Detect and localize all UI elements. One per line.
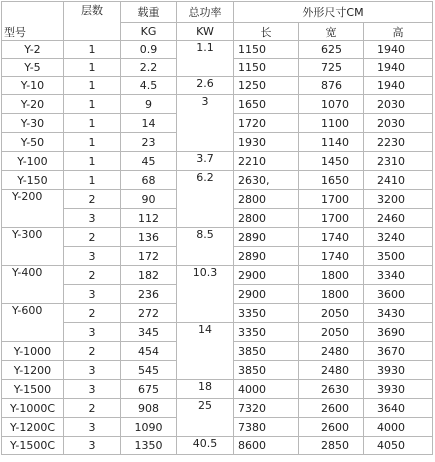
cell-width: 725 xyxy=(299,59,364,77)
cell-model xyxy=(2,41,64,59)
cell-width: 2630 xyxy=(299,380,364,399)
model-text: Y-1200 xyxy=(13,363,52,377)
cell-load: 172 xyxy=(121,247,177,266)
cell-power: 25 xyxy=(177,399,234,437)
cell-power: 1.1 xyxy=(177,41,234,77)
cell-length: 1250 xyxy=(234,77,299,95)
cell-power: 8.5 xyxy=(177,228,234,266)
cell-width: 2480 xyxy=(299,342,364,361)
model-text: Y-50 xyxy=(20,135,45,149)
cell-power: 3.7 xyxy=(177,152,234,171)
cell-layers: 2 xyxy=(64,342,121,361)
header-power: 总功率 xyxy=(177,2,234,23)
cell-width: 1650 xyxy=(299,171,364,190)
table-row xyxy=(2,77,433,95)
header-dimensions: 外形尺寸CM xyxy=(234,2,433,23)
cell-layers: 3 xyxy=(64,323,121,342)
cell-load: 112 xyxy=(121,209,177,228)
table-row xyxy=(2,380,433,399)
cell-load: 90 xyxy=(121,190,177,209)
cell-height: 3500 xyxy=(364,247,433,266)
cell-length: 3850 xyxy=(234,361,299,380)
table-row xyxy=(2,399,433,418)
cell-model xyxy=(2,342,64,361)
cell-layers: 2 xyxy=(64,399,121,418)
cell-height: 3930 xyxy=(364,380,433,399)
cell-length: 2800 xyxy=(234,209,299,228)
model-text: Y-150 xyxy=(17,173,48,187)
model-text: Y-600 xyxy=(12,304,43,317)
cell-load: 454 xyxy=(121,342,177,361)
cell-height: 1940 xyxy=(364,77,433,95)
cell-height: 3200 xyxy=(364,190,433,209)
model-text: Y-30 xyxy=(20,116,45,130)
cell-load: 236 xyxy=(121,285,177,304)
header-layers: 层数 xyxy=(64,2,121,41)
cell-layers: 1 xyxy=(64,59,121,77)
model-text: Y-400 xyxy=(12,266,43,279)
cell-layers: 1 xyxy=(64,114,121,133)
cell-load: 9 xyxy=(121,95,177,114)
cell-height: 2230 xyxy=(364,133,433,152)
cell-power: 2.6 xyxy=(177,77,234,95)
cell-load: 1090 xyxy=(121,418,177,437)
cell-length: 2890 xyxy=(234,247,299,266)
model-text: Y-1000C xyxy=(9,401,56,415)
cell-width: 1070 xyxy=(299,95,364,114)
cell-length: 7380 xyxy=(234,418,299,437)
cell-layers: 3 xyxy=(64,418,121,437)
cell-height: 3690 xyxy=(364,323,433,342)
cell-layers: 3 xyxy=(64,361,121,380)
cell-load: 68 xyxy=(121,171,177,190)
cell-length: 1650 xyxy=(234,95,299,114)
cell-width: 1740 xyxy=(299,247,364,266)
cell-model xyxy=(2,437,64,455)
cell-model xyxy=(2,59,64,77)
cell-model xyxy=(2,190,64,228)
cell-model xyxy=(2,77,64,95)
cell-length: 1930 xyxy=(234,133,299,152)
cell-width: 2850 xyxy=(299,437,364,455)
cell-load: 908 xyxy=(121,399,177,418)
cell-layers: 3 xyxy=(64,380,121,399)
table-body xyxy=(2,2,433,455)
cell-height: 2030 xyxy=(364,95,433,114)
cell-width: 2050 xyxy=(299,304,364,323)
cell-width: 1740 xyxy=(299,228,364,247)
header-load: 载重 xyxy=(121,2,177,23)
cell-power: 6.2 xyxy=(177,171,234,228)
cell-width: 1450 xyxy=(299,152,364,171)
cell-power: 14 xyxy=(177,323,234,380)
cell-load: 45 xyxy=(121,152,177,171)
cell-model xyxy=(2,304,64,342)
cell-layers: 3 xyxy=(64,285,121,304)
cell-width: 1700 xyxy=(299,190,364,209)
model-text: Y-10 xyxy=(20,79,45,92)
model-text: Y-1500 xyxy=(13,382,52,396)
cell-width: 2600 xyxy=(299,418,364,437)
table-row xyxy=(2,152,433,171)
model-text: Y-5 xyxy=(24,61,41,74)
cell-load: 272 xyxy=(121,304,177,323)
cell-layers: 3 xyxy=(64,437,121,455)
cell-width: 2600 xyxy=(299,399,364,418)
table-row xyxy=(2,95,433,114)
model-text: Y-2 xyxy=(24,43,41,56)
cell-layers: 1 xyxy=(64,152,121,171)
cell-length: 1720 xyxy=(234,114,299,133)
cell-power: 10.3 xyxy=(177,266,234,323)
cell-width: 2050 xyxy=(299,323,364,342)
cell-height: 3340 xyxy=(364,266,433,285)
table-row xyxy=(2,171,433,190)
cell-load: 136 xyxy=(121,228,177,247)
cell-model xyxy=(2,266,64,304)
cell-layers: 1 xyxy=(64,41,121,59)
model-text: Y-300 xyxy=(12,228,43,241)
table-row xyxy=(2,266,433,285)
cell-height: 2410 xyxy=(364,171,433,190)
cell-length: 2900 xyxy=(234,266,299,285)
table-row xyxy=(2,41,433,59)
table-row xyxy=(2,437,433,455)
cell-height: 3600 xyxy=(364,285,433,304)
model-text: Y-1500C xyxy=(9,439,56,452)
cell-layers: 2 xyxy=(64,304,121,323)
cell-length: 4000 xyxy=(234,380,299,399)
cell-width: 1800 xyxy=(299,266,364,285)
cell-power: 40.5 xyxy=(177,437,234,455)
model-text: Y-20 xyxy=(20,97,45,111)
cell-model xyxy=(2,95,64,114)
cell-height: 4050 xyxy=(364,437,433,455)
cell-load: 675 xyxy=(121,380,177,399)
cell-load: 2.2 xyxy=(121,59,177,77)
cell-length: 3350 xyxy=(234,304,299,323)
cell-load: 0.9 xyxy=(121,41,177,59)
header-load-unit: KG xyxy=(121,23,177,41)
cell-layers: 2 xyxy=(64,266,121,285)
header-width: 宽 xyxy=(299,23,364,41)
header-height: 高 xyxy=(364,23,433,41)
cell-model xyxy=(2,152,64,171)
cell-model xyxy=(2,171,64,190)
cell-height: 3640 xyxy=(364,399,433,418)
cell-length: 2630, xyxy=(234,171,299,190)
table-row xyxy=(2,323,433,342)
cell-height: 4000 xyxy=(364,418,433,437)
cell-model xyxy=(2,399,64,418)
cell-width: 625 xyxy=(299,41,364,59)
cell-width: 1140 xyxy=(299,133,364,152)
cell-height: 2310 xyxy=(364,152,433,171)
cell-width: 1800 xyxy=(299,285,364,304)
cell-height: 3670 xyxy=(364,342,433,361)
model-text: Y-200 xyxy=(12,190,43,203)
header-model: 型号 xyxy=(2,2,64,41)
model-text: Y-100 xyxy=(17,154,48,168)
cell-load: 1350 xyxy=(121,437,177,455)
cell-height: 2030 xyxy=(364,114,433,133)
cell-load: 345 xyxy=(121,323,177,342)
cell-layers: 1 xyxy=(64,77,121,95)
cell-height: 3430 xyxy=(364,304,433,323)
cell-length: 2210 xyxy=(234,152,299,171)
cell-layers: 1 xyxy=(64,95,121,114)
cell-width: 2480 xyxy=(299,361,364,380)
cell-layers: 2 xyxy=(64,190,121,209)
cell-load: 23 xyxy=(121,133,177,152)
model-text: Y-1200C xyxy=(9,420,56,434)
cell-height: 1940 xyxy=(364,41,433,59)
cell-model xyxy=(2,418,64,437)
cell-layers: 2 xyxy=(64,228,121,247)
cell-length: 2800 xyxy=(234,190,299,209)
cell-height: 3930 xyxy=(364,361,433,380)
cell-model xyxy=(2,380,64,399)
cell-load: 4.5 xyxy=(121,77,177,95)
cell-width: 1700 xyxy=(299,209,364,228)
cell-length: 3350 xyxy=(234,323,299,342)
cell-length: 2890 xyxy=(234,228,299,247)
cell-height: 1940 xyxy=(364,59,433,77)
header-row xyxy=(2,2,433,23)
cell-model xyxy=(2,228,64,266)
cell-layers: 3 xyxy=(64,247,121,266)
cell-length: 7320 xyxy=(234,399,299,418)
cell-power: 18 xyxy=(177,380,234,399)
table-row xyxy=(2,228,433,247)
equipment-spec-table xyxy=(1,1,433,455)
cell-width: 876 xyxy=(299,77,364,95)
header-power-unit: KW xyxy=(177,23,234,41)
cell-layers: 1 xyxy=(64,133,121,152)
cell-length: 1150 xyxy=(234,41,299,59)
cell-length: 2900 xyxy=(234,285,299,304)
header-length: 长 xyxy=(234,23,299,41)
cell-length: 3850 xyxy=(234,342,299,361)
cell-model xyxy=(2,114,64,133)
cell-load: 545 xyxy=(121,361,177,380)
cell-length: 8600 xyxy=(234,437,299,455)
cell-power: 3 xyxy=(177,95,234,152)
cell-load: 182 xyxy=(121,266,177,285)
cell-model xyxy=(2,361,64,380)
cell-length: 1150 xyxy=(234,59,299,77)
cell-width: 1100 xyxy=(299,114,364,133)
model-text: Y-1000 xyxy=(13,344,52,358)
cell-height: 3240 xyxy=(364,228,433,247)
cell-layers: 1 xyxy=(64,171,121,190)
cell-height: 2460 xyxy=(364,209,433,228)
cell-load: 14 xyxy=(121,114,177,133)
cell-layers: 3 xyxy=(64,209,121,228)
cell-model xyxy=(2,133,64,152)
